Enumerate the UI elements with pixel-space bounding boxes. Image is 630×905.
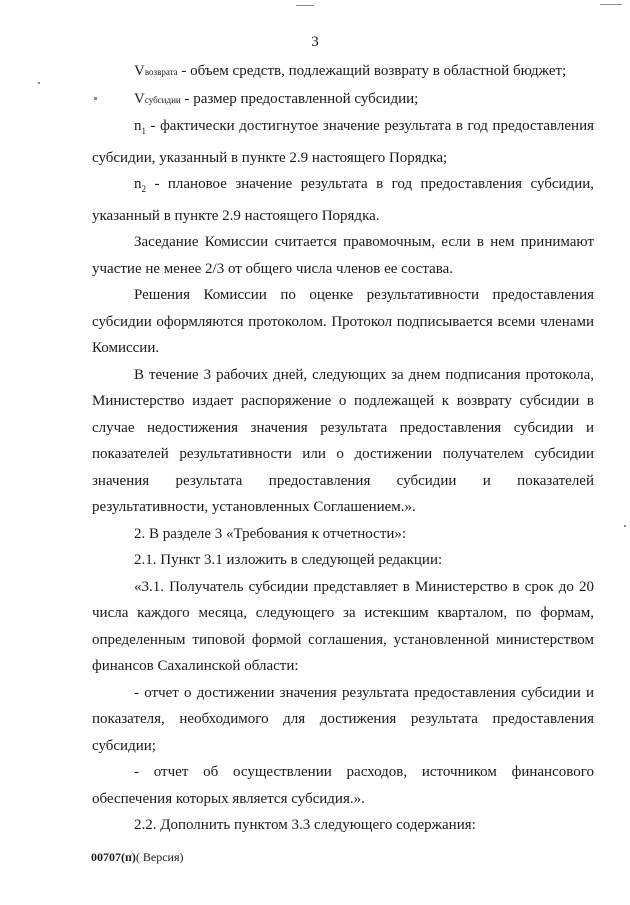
paragraph-report-2: - отчет об осуществлении расходов, источником финансового обеспечения которых является субсидия.». [92,764,594,807]
page-number: 3 [311,34,319,50]
paragraph-item-2-2: 2.2. Дополнить пунктом 3.3 следующего содержания: [134,817,476,833]
document-body [92,58,594,839]
footer-version [91,850,184,865]
formula-term-n1: $n_1$ - фактически достигнутое значение результата в год предоставления субсидии, указанный в пункте 2.9 настоящего Порядка; [92,118,594,166]
footer-version-label: ( Версия) [135,850,184,864]
scan-speck [38,82,40,84]
paragraph-decisions: Решения Комиссии по оценке результативности предоставления субсидии оформляются протоколом. Протокол подписывается всеми членами Комиссии. [92,287,594,356]
footer-code: 00707(п) [91,850,136,864]
scan-speck [600,4,622,5]
paragraph-section-3: 2. В разделе 3 «Требования к отчетности»: [134,525,407,542]
scan-speck [296,5,314,6]
paragraph-quorum: Заседание Комиссии считается правомочным, если в нем принимают участие не менее 2/3 от общего числа членов ее состава. [92,234,594,277]
scan-speck [624,525,626,527]
formula-term-v-return: Vвозврата - объем средств, подлежащий возврату в областной бюджет; [134,63,567,79]
paragraph-item-3-1: «3.1. Получатель субсидии представляет в Министерство в срок до 20 числа каждого месяца, следующего за истекшим кварталом, по формам, определенным типовой формой соглашения, установленной министерством финансов Сахалинской области: [92,578,594,674]
paragraph-order: В течение 3 рабочих дней, следующих за днем подписания протокола, Министерство издает распоряжение о подлежащей к возврату субсидии в случае недостижения значения результата предоставления субсидии и показателей результативности или о достижении получателем субсидии значения результата предоставления субсидии и показателей результативности, установленных Соглашением.». [92,366,594,515]
formula-term-v-subsidy: Vсубсидии - размер предоставленной субсидии; [134,90,419,107]
paragraph-report-1: - отчет о достижении значения результата предоставления субсидии и показателя, необходимого для достижения результата предоставления субсидии; [92,684,594,754]
paragraph-item-2-1: 2.1. Пункт 3.1 изложить в следующей редакции: [134,552,443,568]
formula-term-n2: $n_2$ - плановое значение результата в год предоставления субсидии, указанный в пункте 2.9 настоящего Порядка. [92,176,594,224]
